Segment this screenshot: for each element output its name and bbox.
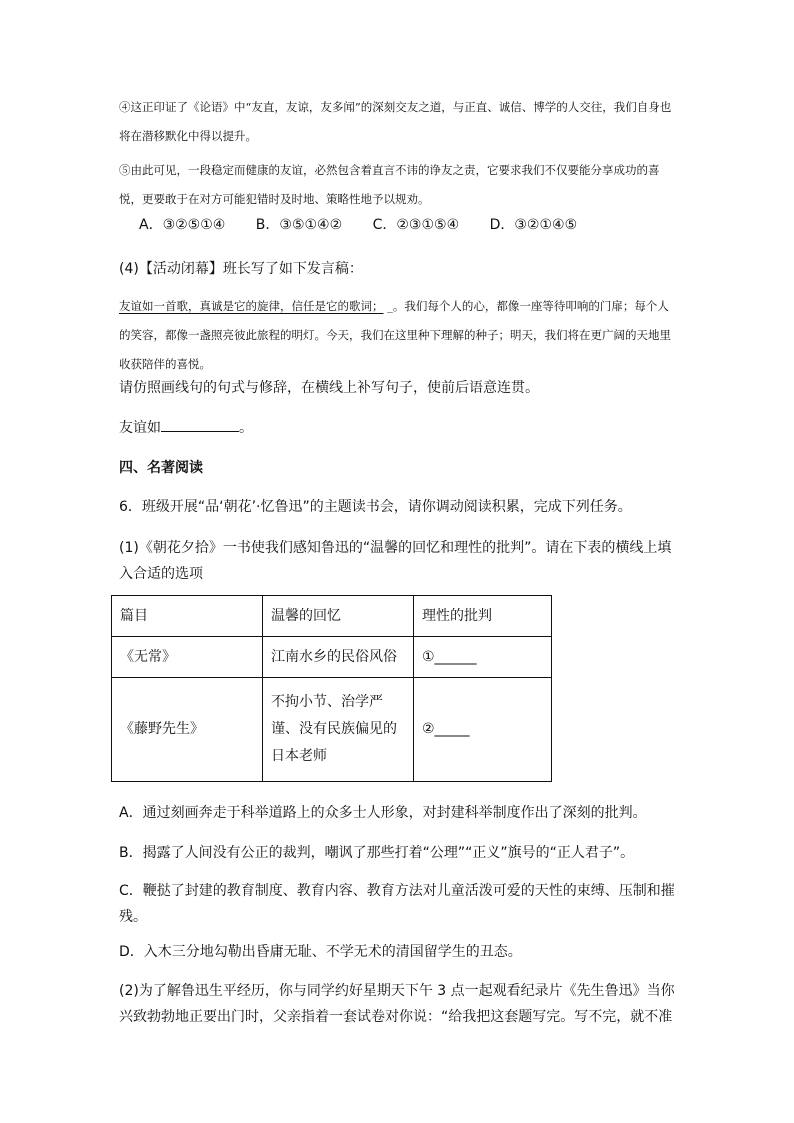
question-4-title: (4)【活动闭幕】班长写了如下发言稿： <box>119 261 363 277</box>
choice-a: A．通过刻画奔走于科举道路上的众多士人形象，对封建科举制度作出了深刻的批判。 <box>119 805 647 821</box>
speech-rest: 。我们每个人的心，都像一座等待叩响的门扉；每个人的笑容，都像一盏照亮彼此旅程的明灯。今天，我们在这里种下理解的种子；明天，我们将在更广阔的天地里收获陪伴的喜悦。 <box>119 299 671 371</box>
question-6-1: (1)《朝花夕拾》一书使我们感知鲁迅的“温馨的回忆和理性的批判”。请在下表的横线上填入合适的选项 <box>119 540 672 582</box>
choice-c: C．鞭挞了封建的教育制度、教育内容、教育方法对儿童活泼可爱的天性的束缚、压制和摧残。 <box>119 883 675 925</box>
table-row <box>112 637 552 678</box>
item-4: ④这正印证了《论语》中“友直，友谅，友多闻”的深刻交友之道，与正直、诚信、博学的人交往，我们自身也将在潜移默化中得以提升。 <box>119 100 672 143</box>
table-cell: 《藤野先生》 <box>112 678 263 782</box>
choice-b: B．揭露了人间没有公正的裁判，嘲讽了那些打着“公理”“正义”旗号的“正人君子”。 <box>119 845 635 861</box>
speech-blank: _ <box>387 299 393 313</box>
question-6: 6．班级开展“品‘朝花’·忆鲁迅”的主题读书会，请你调动阅读积累，完成下列任务。 <box>119 499 632 515</box>
table-cell-blank[interactable]: ②_____ <box>414 678 552 782</box>
table-header: 温馨的回忆 <box>263 596 414 637</box>
underlined-sentence: 友谊如一首歌，真诚是它的旋律，信任是它的歌词； <box>119 299 384 313</box>
speech-draft <box>119 292 679 379</box>
table-row <box>112 678 552 782</box>
section-4-title: 四、名著阅读 <box>119 460 203 476</box>
option-d: D．③②①④⑤ <box>489 217 578 233</box>
table-header-row <box>112 596 552 637</box>
option-a: A．③②⑤①④ <box>139 217 226 233</box>
answer-line <box>119 415 679 441</box>
answer-suffix: 。 <box>239 420 253 436</box>
question-6-2: (2)为了解鲁迅生平经历，你与同学约好星期天下午 3 点一起观看纪录片《先生鲁迅》当你兴致勃勃地正要出门时，父亲指着一套试卷对你说：“给我把这套题写完。写不完，就不准 <box>119 983 675 1025</box>
option-b: B．③⑤①④② <box>255 217 343 233</box>
item-5: ⑤由此可见，一段稳定而健康的友谊，必然包含着直言不讳的诤友之责，它要求我们不仅要能分享成功的喜悦，更要敢于在对方可能犯错时及时地、策略性地予以规劝。 <box>119 163 660 206</box>
table-header: 理性的批判 <box>414 596 552 637</box>
table-cell: 不拘小节、治学严谨、没有民族偏见的日本老师 <box>263 678 414 782</box>
answer-blank[interactable] <box>161 416 239 432</box>
answer-options <box>139 212 699 238</box>
table-cell-blank[interactable]: ①______ <box>414 637 552 678</box>
table-cell: 江南水乡的民俗风俗 <box>263 637 414 678</box>
choice-d: D．入木三分地勾勒出昏庸无耻、不学无术的清国留学生的丑态。 <box>119 944 522 960</box>
table-cell: 《无常》 <box>112 637 263 678</box>
answer-prefix: 友谊如 <box>119 420 161 436</box>
table-header: 篇目 <box>112 596 263 637</box>
reading-table <box>111 595 552 782</box>
option-c: C．②③①⑤④ <box>372 217 460 233</box>
question-4-instruction: 请仿照画线句的句式与修辞，在横线上补写句子，使前后语意连贯。 <box>119 380 539 396</box>
